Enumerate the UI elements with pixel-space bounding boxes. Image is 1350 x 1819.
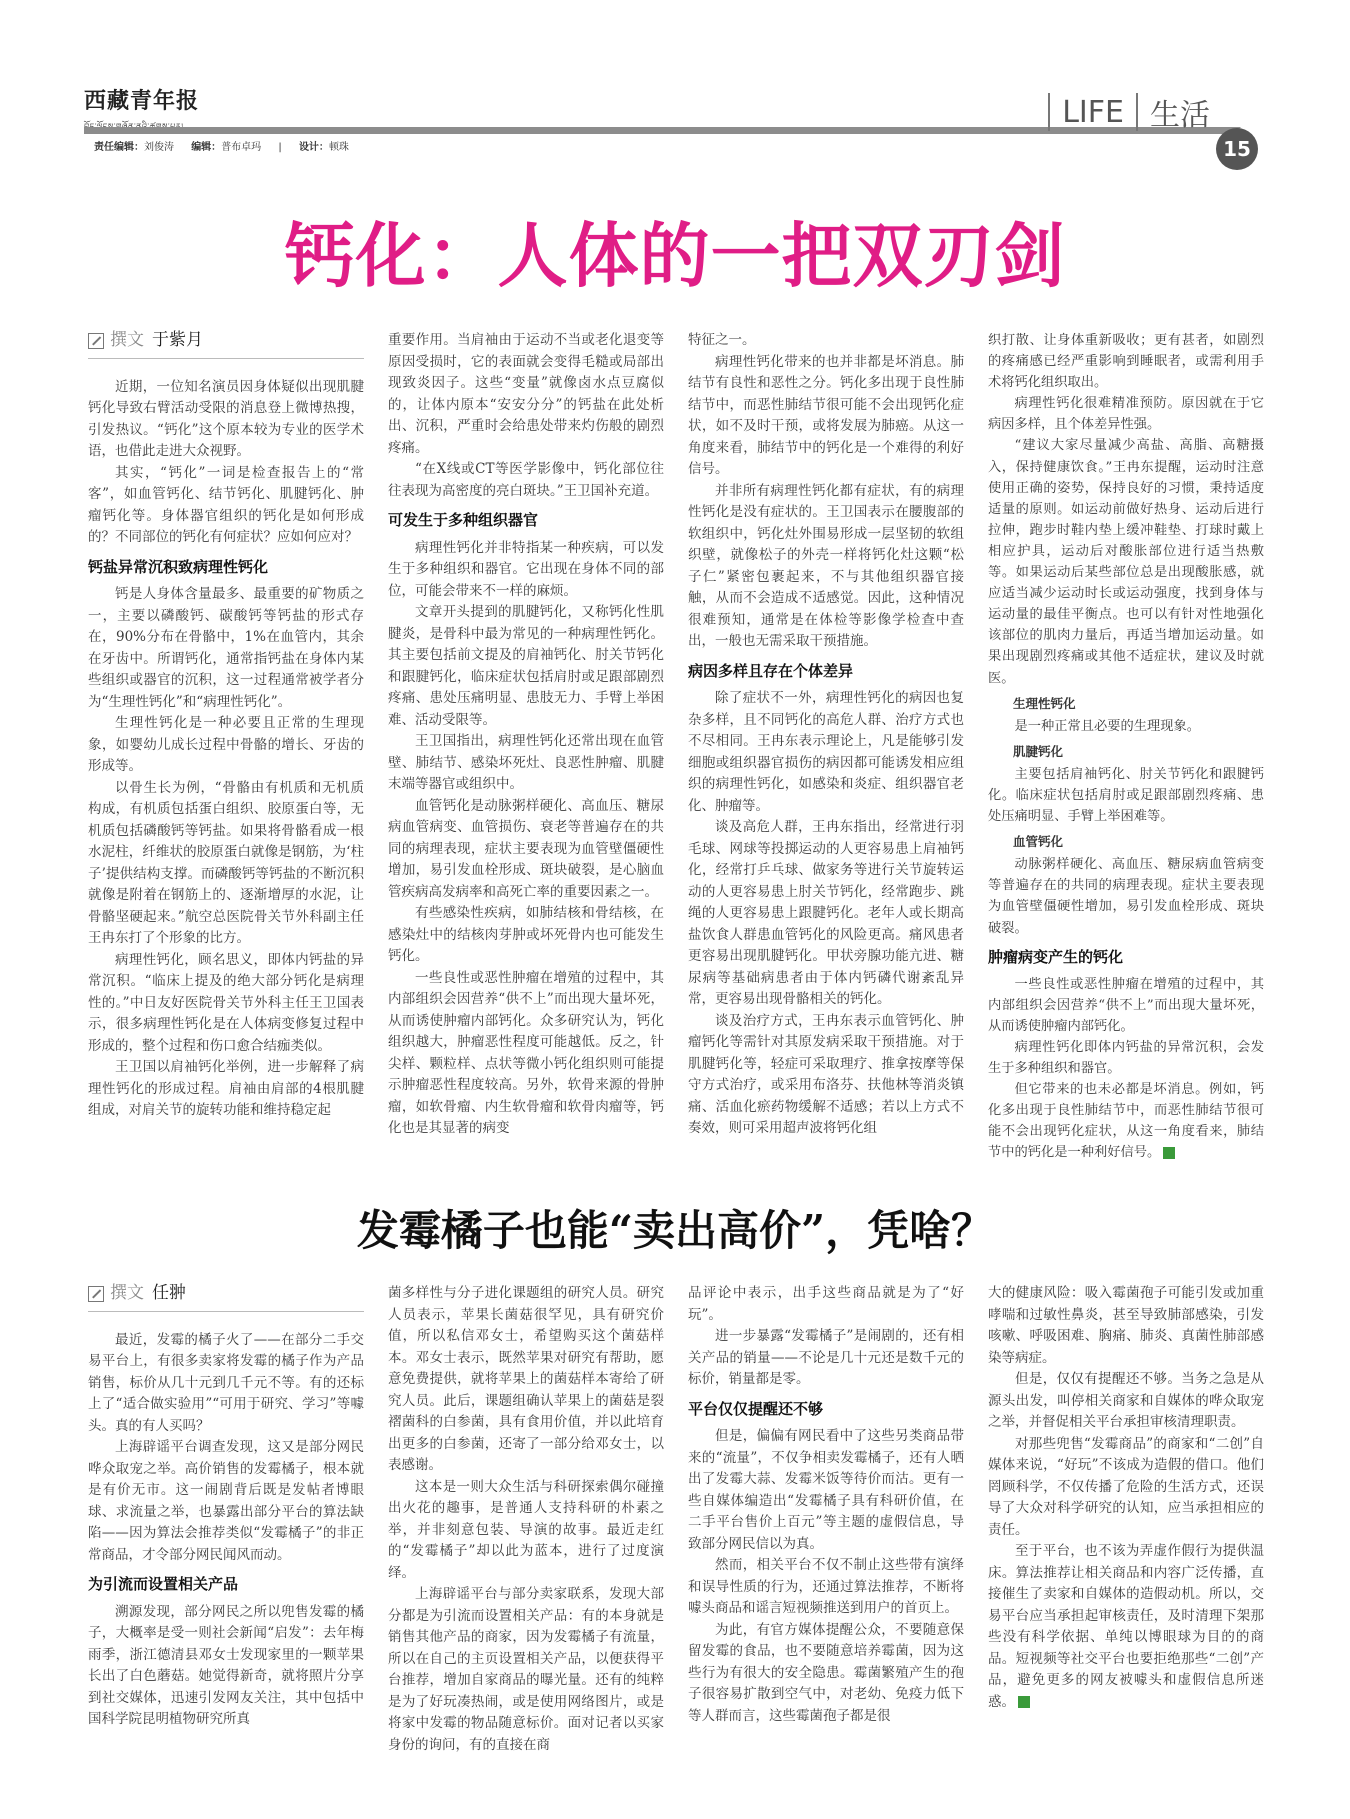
paragraph: 上海辟谣平台调查发现，这又是部分网民哗众取宠之举。高价销售的发霉橘子，根本就是有价无市。这一闹剧背后既是发帖者博眼球、求流量之举，也暴露出部分平台的算法缺陷——因为算法会推荐类似“发霉橘子”的非正常商品，才令部分网民闻风而动。: [88, 1439, 364, 1563]
editor-name: 刘俊涛: [144, 142, 174, 153]
paragraph: 谈及治疗方式，王冉东表示血管钙化、肿瘤钙化等需针对其原发病采取干预措施。对于肌腱钙化等，轻症可采取理疗、推拿按摩等保守方式治疗，或采用布洛芬、扶他林等消炎镇痛、活血化瘀药物缓解不适感；若以上方式不奏效，则可采用超声波将钙化组: [688, 1012, 964, 1136]
paragraph: “建议大家尽量减少高盐、高脂、高糖摄入，保持健康饮食。”王冉东提醒，运动时注意使用正确的姿势，保持良好的习惯，秉持适度适量的原则。如运动前做好热身、运动后进行拉伸，跑步时鞋内垫上缓冲鞋垫、打球时戴上相应护具，运动后对酸胀部位进行适当热敷等。如果运动后某些部位总是出现酸胀感，就应适当减少运动时长或运动强度，找到身体与运动量的最佳平衡点。也可以有针对性地强化该部位的肌肉力量后，再适当增加运动量。如果出现剧烈疼痛或其他不适症状，建议及时就医。: [988, 438, 1264, 686]
article1-column-1: [88, 330, 364, 1164]
article2-column-1: [88, 1283, 364, 1803]
page-number: 15: [1216, 128, 1258, 170]
paragraph: 然而，相关平台不仅不制止这些带有演绎和误导性质的行为，还通过算法推荐，不断将噱头商品和谣言短视频推送到用户的首页上。: [688, 1557, 964, 1616]
section-en: LIFE: [1062, 94, 1124, 130]
paragraph: 病理性钙化带来的也并非都是坏消息。肺结节有良性和恶性之分。钙化多出现于良性肺结节中，而恶性肺结节很可能不会出现钙化症状，如不及时干预，或将发展为肺癌。从这一角度来看，肺结节中的钙化是一个难得的利好信号。: [688, 353, 964, 477]
subheading: 可发生于多种组织器官: [388, 511, 539, 529]
subheading: 为引流而设置相关产品: [88, 1575, 239, 1593]
copy-editor-name: 普布卓玛: [221, 142, 262, 153]
tip-text: 主要包括肩袖钙化、肘关节钙化和跟腱钙化。临床症状包括肩肘或足跟部剧烈疼痛、患处压痛明显、手臂上举困难等。: [988, 766, 1264, 825]
paragraph: 一些良性或恶性肿瘤在增殖的过程中，其内部组织会因营养“供不上”而出现大量坏死，从而诱使肿瘤内部钙化。: [988, 976, 1264, 1034]
designer-name: 顿珠: [328, 142, 349, 153]
subheading: 平台仅仅提醒还不够: [688, 1399, 824, 1418]
end-mark-icon: [1018, 1696, 1030, 1708]
article2-column-2: [388, 1283, 664, 1803]
paragraph: 生理性钙化是一种必要且正常的生理现象，如婴幼儿成长过程中骨骼的增长、牙齿的形成等。: [88, 715, 364, 774]
paragraph: 重要作用。当肩袖由于运动不当或老化退变等原因受损时，它的表面就会变得毛糙或局部出现致炎因子。这些“变量”就像卤水点豆腐似的，让体内原本“安安分分”的钙盐在此处析出、沉积，严重时会给患处带来灼伤般的剧烈疼痛。: [388, 332, 664, 456]
tip-title: 生理性钙化: [1013, 695, 1076, 711]
author-name: 任翀: [152, 1283, 186, 1303]
paragraph: 大的健康风险：吸入霉菌孢子可能引发或加重哮喘和过敏性鼻炎，甚至导致肺部感染，引发咳嗽、呼吸困难、胸痛、肺炎、真菌性肺部感染等病症。: [988, 1285, 1264, 1366]
editor-label: 责任编辑：: [94, 142, 144, 153]
byline-label: 撰文: [110, 330, 144, 350]
section-divider: [1048, 93, 1050, 131]
paragraph: 有些感染性疾病，如肺结核和骨结核，在感染灶中的结核肉芽肿或坏死骨内也可能发生钙化。: [388, 905, 664, 964]
paragraph: 钙是人身体含量最多、最重要的矿物质之一，主要以磷酸钙、碳酸钙等钙盐的形式存在，90%分布在骨骼中，1%在血管内，其余在牙齿中。所谓钙化，通常指钙盐在身体内某些组织或器官的沉积，这一过程通常被学者分为“生理性钙化”和“病理性钙化”。: [88, 586, 364, 710]
subheading: 肿瘤病变产生的钙化: [988, 947, 1124, 966]
paragraph: “在X线或CT等医学影像中，钙化部位往往表现为高密度的亮白斑块。”王卫国补充道。: [388, 461, 664, 499]
paragraph: 谈及高危人群，王冉东指出，经常进行羽毛球、网球等投掷运动的人更容易患上肩袖钙化，经常打乒乓球、做家务等进行关节旋转运动的人更容易患上肘关节钙化，经常跑步、跳绳的人更容易患上跟腱钙化。老年人或长期高盐饮食人群患血管钙化的风险更高。痛风患者更容易出现肌腱钙化。甲状旁腺功能亢进、糖尿病等基础病患者由于体内钙磷代谢紊乱异常，更容易出现骨骼相关的钙化。: [688, 819, 964, 1007]
tip-title: 肌腱钙化: [1013, 743, 1064, 759]
paragraph: 一些良性或恶性肿瘤在增殖的过程中，其内部组织会因营养“供不上”而出现大量坏死，从而诱使肿瘤内部钙化。众多研究认为，钙化组织越大，肿瘤恶性程度可能越低。反之，针尖样、颗粒样、点状等微小钙化组织则可能提示肿瘤恶性程度较高。另外，软骨来源的骨肿瘤，如软骨瘤、内生软骨瘤和软骨肉瘤等，钙化也是其显著的病变: [388, 969, 664, 1136]
article2-column-4: [988, 1283, 1264, 1803]
author-name: 于紫月: [152, 330, 203, 350]
paragraph: 文章开头提到的肌腱钙化，又称钙化性肌腱炎，是骨科中最为常见的一种病理性钙化。其主要包括前文提及的肩袖钙化、肘关节钙化和跟腱钙化，临床症状包括肩肘或足跟部剧烈疼痛、患处压痛明显、患肢无力、手臂上举困难、活动受限等。: [388, 604, 664, 728]
paragraph: 溯源发现，部分网民之所以兜售发霉的橘子，大概率是受一则社会新闻“启发”：去年梅雨季，浙江德清县邓女士发现家里的一颗苹果长出了白色蘑菇。她觉得新奇，就将照片分享到社交媒体，迅速引发网友关注，其中包括中国科学院昆明植物研究所真: [88, 1603, 364, 1727]
paragraph: 病理性钙化很难精准预防。原因就在于它病因多样，且个体差异性强。: [988, 396, 1264, 433]
paragraph: 王卫国以肩袖钙化举例，进一步解释了病理性钙化的形成过程。肩袖由肩部的4根肌腱组成，对肩关节的旋转功能和维持稳定起: [88, 1059, 364, 1118]
paragraph-text: 但它带来的也未必都是坏消息。例如，钙化多出现于良性肺结节中，而恶性肺结节很可能不会出现钙化症状，从这一角度看来，肺结节中的钙化是一种利好信号。: [988, 1082, 1264, 1161]
credits-line: [94, 138, 349, 153]
paragraph: 但是，偏偏有网民看中了这些另类商品带来的“流量”，不仅争相卖发霉橘子，还有人晒出了发霉大蒜、发霉米饭等待价而沽。更有一些自媒体编造出“发霉橘子具有科研价值，在二手平台售价上百元”等主题的虚假信息，导致部分网民信以为真。: [688, 1428, 964, 1552]
paragraph: 织打散、让身体重新吸收；更有甚者，如剧烈的疼痛感已经严重影响到睡眠者，或需利用手术将钙化组织取出。: [988, 333, 1264, 391]
paragraph: [988, 1079, 1264, 1163]
byline-label: 撰文: [110, 1283, 144, 1303]
subheading: 钙盐异常沉积致病理性钙化: [88, 557, 269, 576]
article2-headline: 发霉橘子也能“卖出高价”，凭啥？: [356, 1206, 994, 1255]
paragraph: 品评论中表示，出手这些商品就是为了“好玩”。: [688, 1285, 964, 1323]
paragraph: 但是，仅仅有提醒还不够。当务之急是从源头出发，叫停相关商家和自媒体的哗众取宠之举，并督促相关平台承担审核清理职责。: [988, 1371, 1264, 1430]
article1-column-4: [988, 330, 1264, 1164]
paragraph: 病理性钙化并非特指某一种疾病，可以发生于多种组织和器官。它出现在身体不同的部位，可能会带来不一样的麻烦。: [388, 539, 664, 599]
paragraph-text: 至于平台，也不该为弄虚作假行为提供温床。算法推荐让相关商品和内容广泛传播，直接催生了卖家和自媒体的造假动机。所以，交易平台应当承担起审核责任，及时清理下架那些没有科学依据、单纯以博眼球为目的的商品。短视频等社交平台也要拒绝那些“二创”产品，避免更多的网友被噱头和虚假信息所迷惑。: [988, 1543, 1264, 1710]
article1-byline: [88, 330, 364, 359]
paragraph: 上海辟谣平台与部分卖家联系，发现大部分都是为引流而设置相关产品：有的本身就是销售其他产品的商家，因为发霉橘子有流量，所以在自己的主页设置相关产品，以便获得平台推荐，增加自家商品的曝光量。还有的纯粹是为了好玩凑热闹，或是使用网络图片，或是将家中发霉的物品随意标价。面对记者以买家身份的询问，有的直接在商: [388, 1586, 664, 1753]
subheading: 病因多样且存在个体差异: [688, 661, 854, 680]
newspaper-title: 西藏青年报: [84, 88, 200, 114]
article1-column-3: [688, 330, 964, 1164]
paragraph: 这本是一则大众生活与科研探索偶尔碰撞出火花的趣事，是普通人支持科研的朴素之举，并非刻意包装、导演的故事。最近走红的“发霉橘子”却以此为蓝本，进行了过度演绎。: [388, 1478, 664, 1581]
paragraph: 病理性钙化即体内钙盐的异常沉积，会发生于多种组织和器官。: [988, 1040, 1264, 1077]
tip-title: 血管钙化: [1013, 834, 1064, 850]
pen-icon: [88, 333, 104, 349]
end-mark-icon: [1163, 1147, 1175, 1159]
article1-headline: 钙化：人体的一把双刃剑: [284, 215, 1066, 297]
paragraph: 近期，一位知名演员因身体疑似出现肌腱钙化导致右臂活动受限的消息登上微博热搜，引发热议。“钙化”这个原本较为专业的医学术语，也借此走进大众视野。: [88, 378, 364, 459]
article2-byline: [88, 1283, 364, 1312]
paragraph: 为此，有官方媒体提醒公众，不要随意保留发霉的食品，也不要随意培养霉菌，因为这些行为有很大的安全隐患。霉菌繁殖产生的孢子很容易扩散到空气中，对老幼、免疫力低下等人群而言，这些霉菌孢子都是很: [688, 1621, 964, 1724]
section-label: [1036, 90, 1210, 134]
designer-label: 设计：: [298, 142, 329, 153]
paragraph: 以骨生长为例，“骨骼由有机质和无机质构成，有机质包括蛋白组织、胶原蛋白等，无机质包括磷酸钙等钙盐。如果将骨骼看成一根水泥柱，纤维状的胶原蛋白就像是钢筋，为‘柱子’提供结构支撑。而磷酸钙等钙盐的不断沉积就像是附着在钢筋上的、逐渐增厚的水泥，让骨骼坚硬起来。”航空总医院骨关节外科副主任王冉东打了个形象的比方。: [88, 779, 364, 946]
paragraph: [988, 1541, 1264, 1713]
article1-column-2: [388, 330, 664, 1164]
pen-icon: [88, 1286, 104, 1302]
credits-separator: |: [278, 142, 282, 153]
tip-text: 动脉粥样硬化、高血压、糖尿病血管病变等普遍存在的共同的病理表现。症状主要表现为血管壁僵硬性增加，易引发血栓形成、斑块破裂。: [988, 857, 1264, 936]
article2-column-3: [688, 1283, 964, 1803]
paragraph: 进一步暴露“发霉橘子”是闹剧的，还有相关产品的销量——不论是几十元还是数千元的标价，销量都是零。: [688, 1328, 964, 1387]
paragraph: 除了症状不一外，病理性钙化的病因也复杂多样，且不同钙化的高危人群、治疗方式也不尽相同。王冉东表示理论上，凡是能够引发细胞或组织器官损伤的病因都可能诱发相应组织的病理性钙化，如感染和炎症、组织器官老化、肿瘤等。: [688, 690, 964, 814]
copy-editor-label: 编辑：: [191, 142, 222, 153]
section-divider: [1136, 93, 1138, 131]
paragraph: 最近，发霉的橘子火了——在部分二手交易平台上，有很多卖家将发霉的橘子作为产品销售，标价从几十元到几千元不等。有的还标上了“适合做实验用”“可用于研究、学习”等噱头。真的有人买吗？: [88, 1331, 364, 1434]
paragraph: 对那些兜售“发霉商品”的商家和“二创”自媒体来说，“好玩”不该成为造假的借口。他们罔顾科学，不仅传播了危险的生活方式，还误导了大众对科学研究的认知，应当承担相应的责任。: [988, 1435, 1264, 1538]
paragraph: 其实，“钙化”一词是检查报告上的“常客”，如血管钙化、结节钙化、肌腱钙化、肿瘤钙化等。身体器官组织的钙化是如何形成的？不同部位的钙化有何症状？应如何应对？: [88, 464, 364, 545]
paragraph: 特征之一。: [688, 332, 756, 348]
paragraph: 菌多样性与分子进化课题组的研究人员。研究人员表示，苹果长菌菇很罕见，具有研究价值，所以私信邓女士，希望购买这个菌菇样本。邓女士表示，既然苹果对研究有帮助，愿意免费提供，就将苹果上的菌菇样本寄给了研究人员。此后，课题组确认苹果上的菌菇是裂褶菌科的白参菌，具有食用价值，并以此培育出更多的白参菌，还寄了一部分给邓女士，以表感谢。: [388, 1285, 664, 1473]
section-cn: 生活: [1150, 98, 1210, 133]
paragraph: 王卫国指出，病理性钙化还常出现在血管壁、肺结节、感染坏死灶、良恶性肿瘤、肌腱末端等器官或组织中。: [388, 733, 664, 792]
paragraph: 病理性钙化，顾名思义，即体内钙盐的异常沉积。“临床上提及的绝大部分钙化是病理性的。”中日友好医院骨关节外科主任王卫国表示，很多病理性钙化是在人体病变修复过程中形成的，整个过程和伤口愈合结痂类似。: [88, 951, 364, 1054]
paragraph: 血管钙化是动脉粥样硬化、高血压、糖尿病血管病变、血管损伤、衰老等普遍存在的共同的病理表现，症状主要表现为血管壁僵硬性增加，易引发血栓形成、斑块破裂，是心脑血管疾病高发病率和高死亡率的重要因素之一。: [388, 797, 664, 900]
paragraph: 并非所有病理性钙化都有症状，有的病理性钙化是没有症状的。王卫国表示在腰腹部的软组织中，钙化灶外围易形成一层坚韧的软组织壁，就像松子的外壳一样将钙化灶这颗“松子仁”紧密包裹起来，不与其他组织器官接触，从而不会造成不适感觉。因此，这种情况很难预知，通常是在体检等影像学检查中查出，一般也无需采取干预措施。: [688, 482, 964, 649]
tip-text: 是一种正常且必要的生理现象。: [1014, 718, 1201, 734]
